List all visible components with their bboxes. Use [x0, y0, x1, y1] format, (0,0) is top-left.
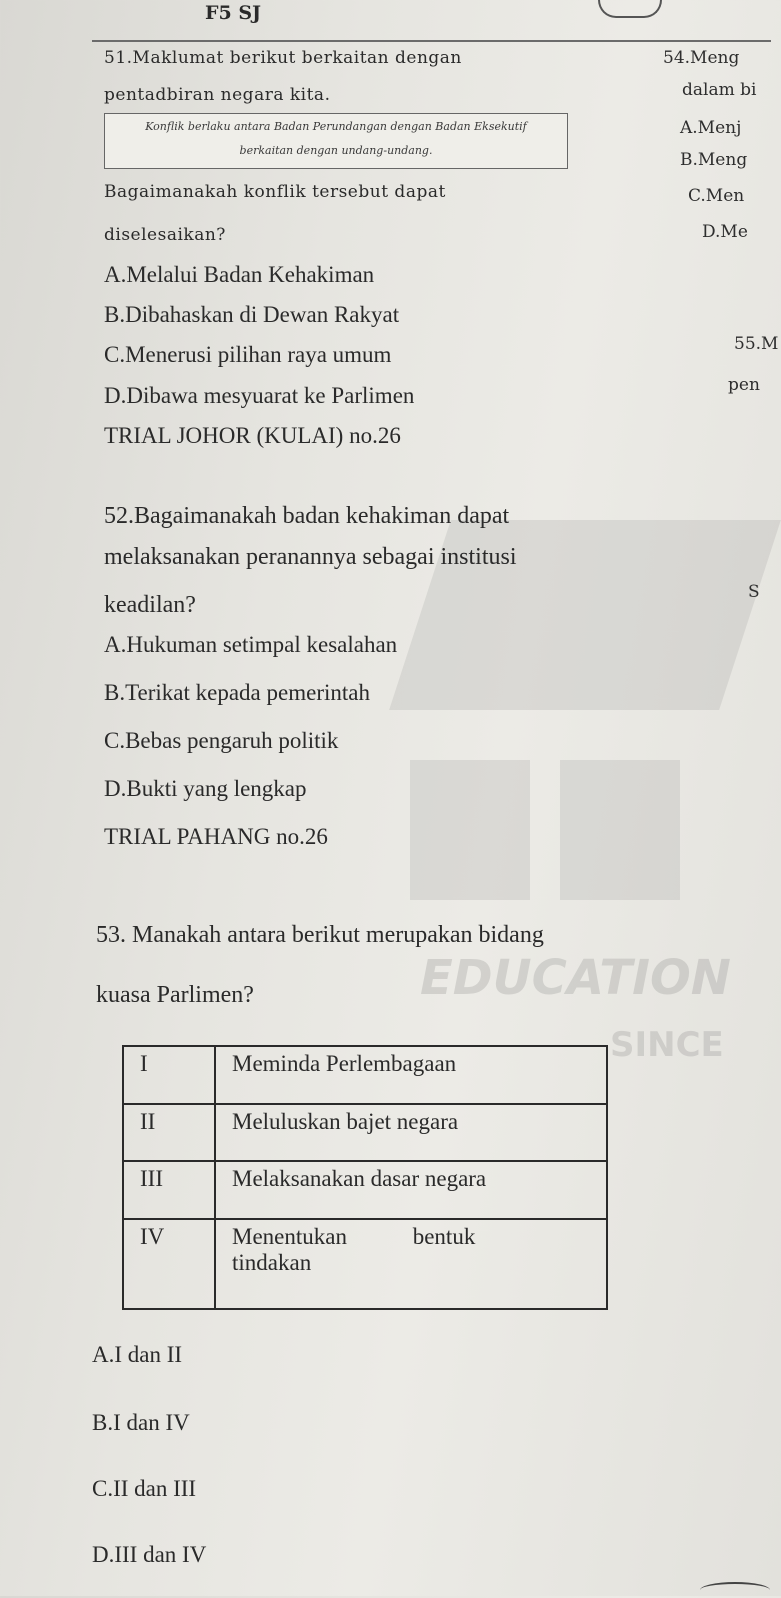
- q51-option-a: A.Melalui Badan Kehakiman: [104, 262, 375, 287]
- q54-line1: 54.Meng: [663, 48, 740, 68]
- q53-option-a: A.I dan II: [92, 1342, 183, 1367]
- q54-line2: dalam bi: [682, 80, 757, 100]
- q51-box-line2: berkaitan dengan undang-undang.: [239, 144, 433, 157]
- q51-box-line1: Konflik berlaku antara Badan Perundangan dengan Badan Eksekutif: [145, 120, 527, 133]
- q53-line1: 53. Manakah antara berikut merupakan bidang: [96, 922, 544, 948]
- q51-option-c: C.Menerusi pilihan raya umum: [104, 342, 392, 367]
- q53-line2: kuasa Parlimen?: [96, 982, 254, 1008]
- q51-source: TRIAL JOHOR (KULAI) no.26: [104, 423, 401, 448]
- q54-option-c: C.Men: [688, 186, 745, 206]
- q51-line2: pentadbiran negara kita.: [104, 85, 331, 105]
- top-divider: [92, 40, 771, 42]
- q54-option-d: D.Me: [702, 222, 748, 242]
- q51-question-line1: Bagaimanakah konflik tersebut dapat: [104, 182, 446, 202]
- table-cell-num: I: [123, 1046, 215, 1104]
- table-row: [123, 1104, 607, 1162]
- q52-line2: melaksanakan peranannya sebagai institusi: [104, 544, 517, 570]
- q52-option-b: B.Terikat kepada pemerintah: [104, 680, 370, 705]
- watermark-text: EDUCATION: [420, 950, 731, 1006]
- q53-option-c: C.II dan III: [92, 1476, 197, 1501]
- q52-line1: 52.Bagaimanakah badan kehakiman dapat: [104, 503, 510, 529]
- q51-question-line2: diselesaikan?: [104, 225, 226, 245]
- q55-line1: 55.M: [734, 334, 779, 354]
- q52-option-d: D.Bukti yang lengkap: [104, 776, 307, 801]
- q53-option-d: D.III dan IV: [92, 1542, 207, 1567]
- table-row: [123, 1219, 607, 1309]
- table-cell-text: Meminda Perlembagaan: [215, 1046, 607, 1104]
- table-row: [123, 1161, 607, 1219]
- q53-option-b: B.I dan IV: [92, 1410, 190, 1435]
- watermark-text: SINCE: [610, 1025, 724, 1065]
- q52-option-a: A.Hukuman setimpal kesalahan: [104, 632, 398, 657]
- q51-option-d: D.Dibawa mesyuarat ke Parlimen: [104, 383, 415, 408]
- table-cell-text: Melaksanakan dasar negara: [215, 1161, 607, 1219]
- stamp-mark: [598, 0, 662, 18]
- table-cell-text: Meluluskan bajet negara: [215, 1104, 607, 1162]
- table-cell-num: III: [123, 1161, 215, 1219]
- q51-option-b: B.Dibahaskan di Dewan Rakyat: [104, 302, 400, 327]
- table-row: [123, 1046, 607, 1104]
- right-fragment: S: [748, 582, 760, 602]
- q52-line3: keadilan?: [104, 592, 196, 618]
- q51-line1: 51.Maklumat berikut berkaitan dengan: [104, 48, 462, 68]
- q53-statement-table: [122, 1045, 608, 1310]
- table-cell-num: II: [123, 1104, 215, 1162]
- header-code: F5 SJ: [205, 2, 262, 24]
- q52-source: TRIAL PAHANG no.26: [104, 824, 328, 849]
- page-corner-mark: [700, 1582, 770, 1598]
- q54-option-b: B.Meng: [680, 150, 748, 170]
- q51-info-box: [104, 113, 568, 169]
- watermark-shape: [410, 760, 530, 900]
- watermark-shape: [560, 760, 680, 900]
- q54-option-a: A.Menj: [680, 118, 742, 138]
- table-cell-text: Menentukan bentuk tindakan: [215, 1219, 607, 1309]
- q52-option-c: C.Bebas pengaruh politik: [104, 728, 339, 753]
- table-cell-num: IV: [123, 1219, 215, 1309]
- q55-line2: pen: [728, 375, 760, 395]
